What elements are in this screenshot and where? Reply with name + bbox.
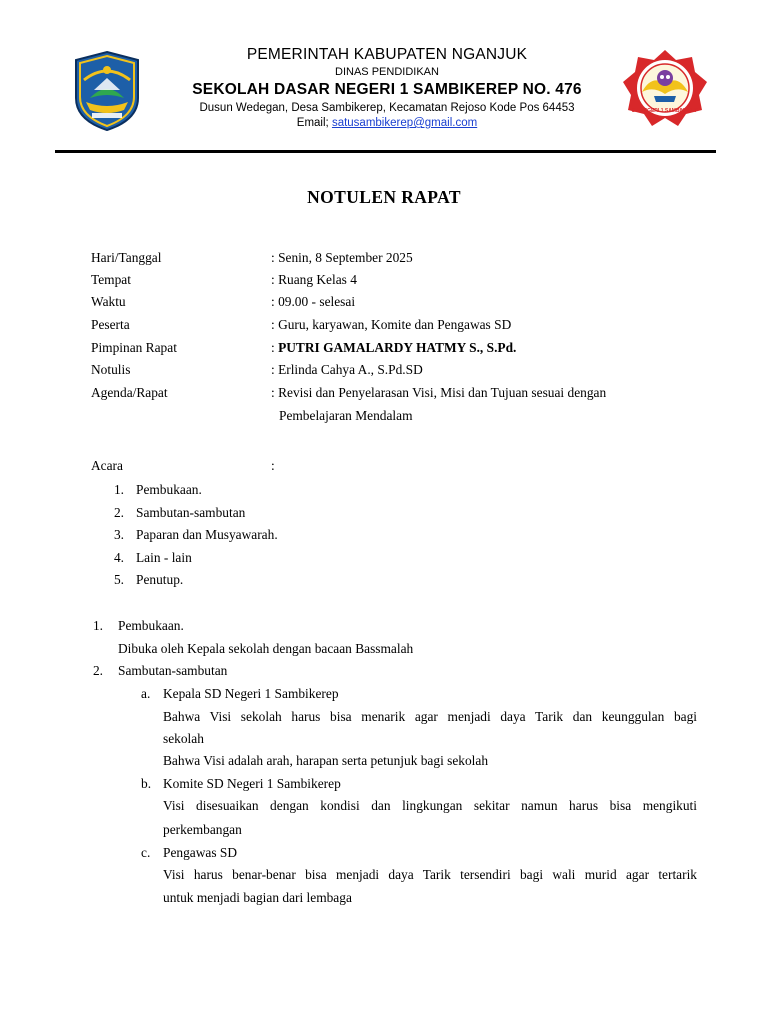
- speech-letter: b.: [141, 776, 152, 791]
- speech-line: perkembangan: [163, 822, 242, 837]
- detail-label: Tempat: [91, 272, 131, 287]
- acara-item-number: 2.: [113, 505, 124, 520]
- speech-speaker: Komite SD Negeri 1 Sambikerep: [163, 776, 341, 791]
- letterhead-divider: [55, 150, 716, 153]
- acara-item-text: Lain - lain: [136, 550, 192, 565]
- minutes-section-2: [0, 662, 768, 680]
- detail-label: Peserta: [91, 317, 130, 332]
- detail-label: Pimpinan Rapat: [91, 340, 177, 355]
- acara-item-number: 5.: [113, 572, 124, 587]
- government-name: PEMERINTAH KABUPATEN NGANJUK: [246, 46, 528, 63]
- detail-row-chair: [91, 339, 711, 357]
- acara-item-text: Pembukaan.: [136, 482, 202, 497]
- detail-value: : Senin, 8 September 2025: [271, 250, 413, 265]
- department-name: DINAS PENDIDIKAN: [335, 66, 439, 78]
- nganjuk-regency-emblem-icon: [72, 50, 142, 132]
- acara-item: [0, 571, 768, 589]
- speech-line: Bahwa Visi sekolah harus bisa menarik agar menjadi daya Tarik dan keunggulan bagi: [163, 709, 697, 724]
- document-title: NOTULEN RAPAT: [307, 187, 461, 207]
- detail-row-participants: [91, 316, 711, 334]
- minutes-section-1: [0, 617, 768, 635]
- speech-item-a: [0, 685, 768, 703]
- detail-row-date: [91, 249, 711, 267]
- acara-item-text: Paparan dan Musyawarah.: [136, 527, 278, 542]
- section-number: 2.: [92, 663, 103, 678]
- acara-item-number: 4.: [113, 550, 124, 565]
- email-link[interactable]: satusambikerep@gmail.com: [331, 117, 478, 129]
- school-emblem-text: SD NEGERI 1 SAMBIKEREP: [631, 108, 699, 114]
- detail-value: : Erlinda Cahya A., S.Pd.SD: [271, 362, 423, 377]
- acara-item: [0, 526, 768, 544]
- speech-speaker: Pengawas SD: [163, 845, 238, 860]
- acara-item: [0, 481, 768, 499]
- acara-item-text: Sambutan-sambutan: [136, 505, 246, 520]
- detail-label: Waktu: [91, 294, 126, 309]
- detail-row-time: [91, 293, 711, 311]
- email-label: Email;: [296, 117, 332, 129]
- chair-name: PUTRI GAMALARDY HATMY S., S.Pd.: [278, 340, 517, 355]
- agenda-continuation: Pembelajaran Mendalam: [279, 408, 413, 423]
- letterhead: [150, 44, 624, 130]
- acara-item-number: 3.: [113, 527, 124, 542]
- section-title: Pembukaan.: [118, 618, 184, 633]
- speech-letter: a.: [141, 686, 151, 701]
- detail-value-prefix: :: [271, 340, 279, 355]
- detail-row-notetaker: [91, 361, 711, 379]
- acara-colon: :: [271, 458, 275, 473]
- acara-row: [91, 457, 711, 475]
- acara-item-number: 1.: [113, 482, 124, 497]
- speech-line: Visi harus benar-benar bisa menjadi daya Tarik tersendiri bagi wali murid agar tertarik: [163, 867, 697, 882]
- acara-item-text: Penutup.: [136, 572, 184, 587]
- acara-item: [0, 504, 768, 522]
- speech-line: untuk menjadi bagian dari lembaga: [163, 890, 352, 905]
- detail-value: : Revisi dan Penyelarasan Visi, Misi dan Tujuan sesuai dengan: [271, 385, 607, 400]
- speech-line: Visi disesuaikan dengan kondisi dan lingkungan sekitar namun harus bisa mengikuti: [163, 798, 697, 813]
- speech-item-c: [0, 844, 768, 862]
- school-emblem-icon: [622, 48, 708, 128]
- speech-letter: c.: [141, 845, 151, 860]
- detail-label: Hari/Tanggal: [91, 250, 162, 265]
- section-text: Dibuka oleh Kepala sekolah dengan bacaan Bassmalah: [118, 641, 414, 656]
- speech-line: sekolah: [163, 731, 204, 746]
- acara-label: Acara: [91, 458, 123, 473]
- detail-label: Notulis: [91, 362, 131, 377]
- detail-value: [271, 339, 516, 357]
- detail-row-agenda: [91, 384, 711, 402]
- detail-value: : 09.00 - selesai: [271, 294, 356, 309]
- email-line: [150, 116, 624, 130]
- detail-value: : Ruang Kelas 4: [271, 272, 357, 287]
- acara-item: [0, 549, 768, 567]
- speech-line: Bahwa Visi adalah arah, harapan serta petunjuk bagi sekolah: [163, 753, 489, 768]
- speech-item-b: [0, 775, 768, 793]
- school-name: SEKOLAH DASAR NEGERI 1 SAMBIKEREP NO. 476: [192, 81, 582, 98]
- school-address: Dusun Wedegan, Desa Sambikerep, Kecamatan Rejoso Kode Pos 64453: [199, 102, 575, 114]
- section-title: Sambutan-sambutan: [118, 663, 228, 678]
- detail-row-place: [91, 271, 711, 289]
- detail-label: Agenda/Rapat: [91, 385, 168, 400]
- detail-value: : Guru, karyawan, Komite dan Pengawas SD: [271, 317, 512, 332]
- section-number: 1.: [92, 618, 103, 633]
- speech-speaker: Kepala SD Negeri 1 Sambikerep: [163, 686, 339, 701]
